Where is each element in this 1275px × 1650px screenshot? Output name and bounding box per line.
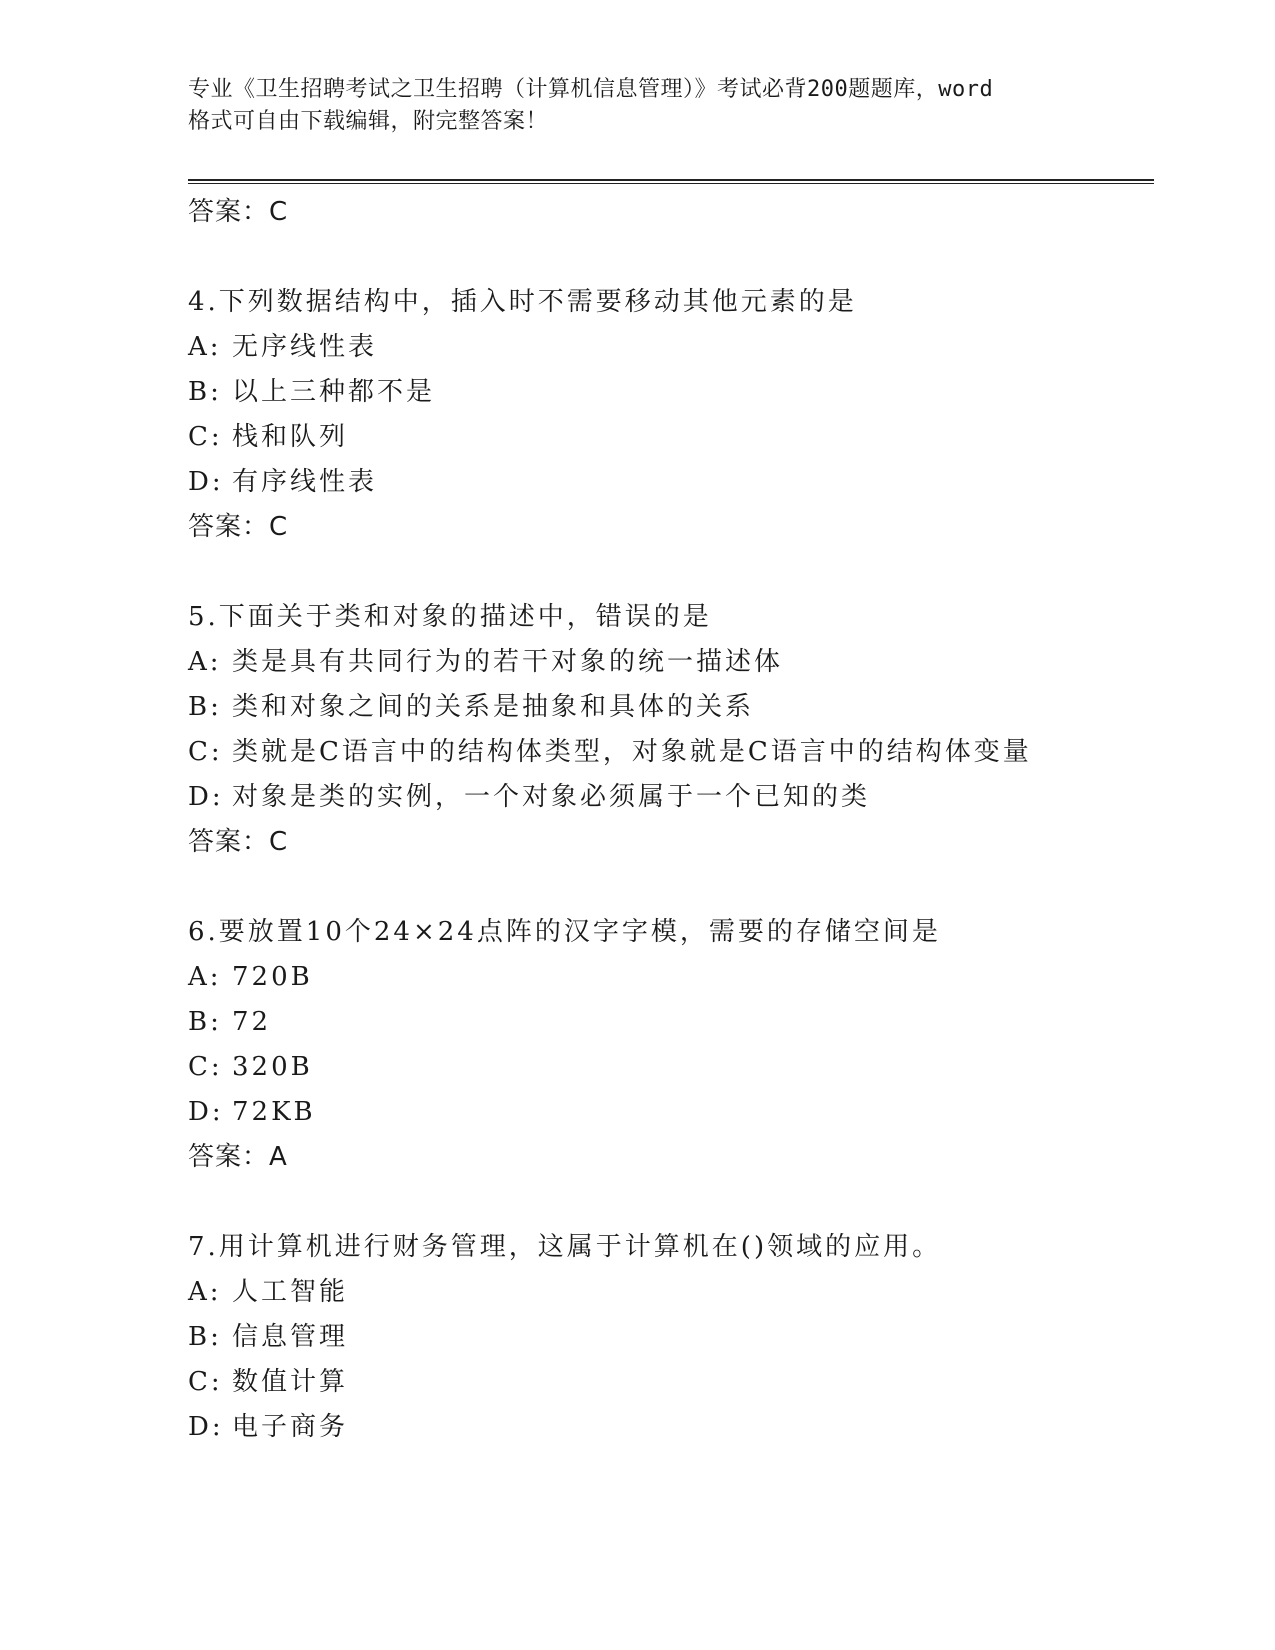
- option-key: A:: [188, 962, 222, 992]
- question-6: [188, 910, 1188, 1180]
- question-title: 4.下列数据结构中，插入时不需要移动其他元素的是: [188, 287, 857, 317]
- question-list: [188, 190, 1188, 1495]
- option-key: C:: [188, 1367, 223, 1397]
- option-key: D:: [188, 782, 224, 812]
- option-key: B:: [188, 1322, 222, 1352]
- option-key: B:: [188, 377, 222, 407]
- option-a: [188, 955, 1188, 1000]
- option-key: C:: [188, 1052, 223, 1082]
- option-text: 栈和队列: [232, 422, 349, 452]
- option-c: [188, 415, 1188, 460]
- question-title: 5.下面关于类和对象的描述中，错误的是: [188, 602, 712, 632]
- document-header: [188, 74, 1088, 138]
- question-5: [188, 595, 1188, 865]
- option-key: A:: [188, 647, 222, 677]
- option-text: 类是具有共同行为的若干对象的统一描述体: [232, 647, 784, 677]
- option-a: [188, 325, 1188, 370]
- question-title: 7.用计算机进行财务管理，这属于计算机在()领域的应用。: [188, 1232, 942, 1262]
- option-key: D:: [188, 467, 224, 497]
- header-rule-thick: [188, 179, 1154, 181]
- option-c: [188, 1045, 1188, 1090]
- option-a: [188, 640, 1188, 685]
- question-title: 6.要放置10个24×24点阵的汉字字模，需要的存储空间是: [188, 917, 941, 947]
- option-d: [188, 460, 1188, 505]
- option-text: 类就是C语言中的结构体类型，对象就是C语言中的结构体变量: [232, 737, 1032, 767]
- option-b: [188, 370, 1188, 415]
- option-text: 有序线性表: [232, 467, 378, 497]
- option-key: D:: [188, 1412, 224, 1442]
- option-text: 数值计算: [232, 1367, 349, 1397]
- option-c: [188, 1360, 1188, 1405]
- option-d: [188, 1090, 1188, 1135]
- option-text: 电子商务: [232, 1412, 349, 1442]
- question-4: [188, 280, 1188, 550]
- option-text: 无序线性表: [232, 332, 378, 362]
- option-key: C:: [188, 737, 223, 767]
- option-b: [188, 1000, 1188, 1045]
- option-key: A:: [188, 332, 222, 362]
- option-d: [188, 1405, 1188, 1450]
- option-key: B:: [188, 692, 222, 722]
- option-text: 人工智能: [232, 1277, 349, 1307]
- answer-line: 答案：C: [188, 827, 289, 857]
- option-text: 类和对象之间的关系是抽象和具体的关系: [232, 692, 755, 722]
- option-d: [188, 775, 1188, 820]
- option-text: 72: [232, 1007, 272, 1037]
- option-key: A:: [188, 1277, 222, 1307]
- option-text: 以上三种都不是: [232, 377, 436, 407]
- option-text: 对象是类的实例，一个对象必须属于一个已知的类: [232, 782, 871, 812]
- option-key: C:: [188, 422, 223, 452]
- answer-line: 答案：C: [188, 197, 289, 227]
- option-key: B:: [188, 1007, 222, 1037]
- option-text: 720B: [232, 962, 313, 992]
- option-c: [188, 730, 1188, 775]
- header-line-2: 格式可自由下载编辑，附完整答案！: [188, 109, 549, 134]
- header-line-1: 专业《卫生招聘考试之卫生招聘（计算机信息管理）》考试必背200题题库，word: [188, 77, 994, 102]
- question-7: [188, 1225, 1188, 1450]
- answer-line: 答案：C: [188, 512, 289, 542]
- option-text: 72KB: [232, 1097, 316, 1127]
- option-b: [188, 1315, 1188, 1360]
- option-text: 320B: [232, 1052, 313, 1082]
- header-rule-thin: [188, 183, 1154, 184]
- answer-line: 答案：A: [188, 1142, 288, 1172]
- option-text: 信息管理: [232, 1322, 349, 1352]
- option-b: [188, 685, 1188, 730]
- option-a: [188, 1270, 1188, 1315]
- option-key: D:: [188, 1097, 224, 1127]
